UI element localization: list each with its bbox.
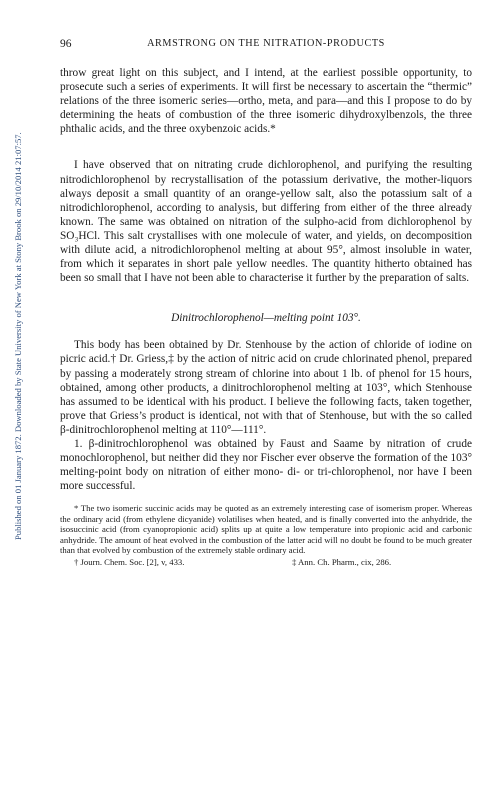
- footnote-double-dagger: ‡ Ann. Ch. Pharm., cix, 286.: [292, 557, 392, 568]
- footnotes: [60, 503, 472, 568]
- page-body: [60, 38, 472, 568]
- page-number: 96: [60, 38, 72, 50]
- publication-sidebar: [0, 0, 23, 792]
- footnote-dagger: † Journ. Chem. Soc. [2], v, 433.: [74, 557, 185, 568]
- section-title: Dinitrochlorophenol—melting point 103°.: [171, 312, 361, 325]
- footnote-star: * The two isomeric succinic acids may be quoted as an extremely interesting case of isomerism proper. Whereas the ordinary acid (from ethylene dicyanide) volatilises when heated, and is finally converted into the anhydride, the isosuccinic acid (from cyanopropionic acid) splits up at quite a low temperature into propionic acid and carbonic anhydride. The amount of heat evolved in the combustion of the latter acid will no doubt be found to be much greater than that evolved by combustion of the extremely stable ordinary acid.: [60, 503, 472, 555]
- footnote-references: [60, 557, 472, 568]
- running-title: ARMSTRONG ON THE NITRATION-PRODUCTS: [147, 38, 385, 49]
- paragraph-1: throw great light on this subject, and I intend, at the earliest possible opportunity, to prosecute such a series of experiments. It will first be necessary to ascertain the “thermic” relations of the three isomeric series—ortho, meta, and para—and this I propose to do by determining the heats of combustion of the three isomeric dihydroxylbenzols, the three phthalic acids, and the three oxybenzoic acids.*: [60, 67, 472, 136]
- paragraph-4: 1. β-dinitrochlorophenol was obtained by Faust and Saame by nitration of crude monochlorophenol, but neither did they nor Fischer ever observe the formation of the 103° melting-point body on nitration of either mono- di- or tri-chlorophenol, nor have I been more successful.: [60, 437, 472, 493]
- paragraph-3: This body has been obtained by Dr. Stenhouse by the action of chloride of iodine on picric acid.† Dr. Griess,‡ by the action of nitric acid on crude chlorinated phenol, prepared by passing a moderately strong stream of chlorine into about 1 lb. of phenol for 15 hours, obtained, among other products, a dinitrochlorophenol melting at 103°, which Stenhouse has assumed to be identical with his product. I believe the following facts, taken together, prove that Griess’s product is identical, not with that of Stenhouse, but with the so called β-dinitrochlorophenol melting at 110°—111°.: [60, 339, 472, 436]
- paragraph-2: I have observed that on nitrating crude dichlorophenol, and purifying the resulting nitrodichlorophenol by recrystallisation of the potassium derivative, the mother-liquors always deposit a small quantity of an orange-yellow salt, also the potassium salt of a nitrodichlorophenol, according to analysis, but differing from either of the three already known. The same was obtained on nitration of the sulpho-acid from dichlorophenol by SO₃HCl. This salt crystallises with one molecule of water, and yields, on decomposition with dilute acid, a nitrodichlorophenol melting at about 95°, almost insoluble in water, from which it separates in short pale yellow needles. The quantity hitherto obtained has been so small that I have not been able to characterise it further by the preparation of salts.: [60, 159, 472, 285]
- publication-notice: Published on 01 January 1872. Downloaded by State University of New York at Stony Brook on 29/10/2014 21:07:57.: [13, 132, 23, 540]
- running-head: [60, 38, 472, 54]
